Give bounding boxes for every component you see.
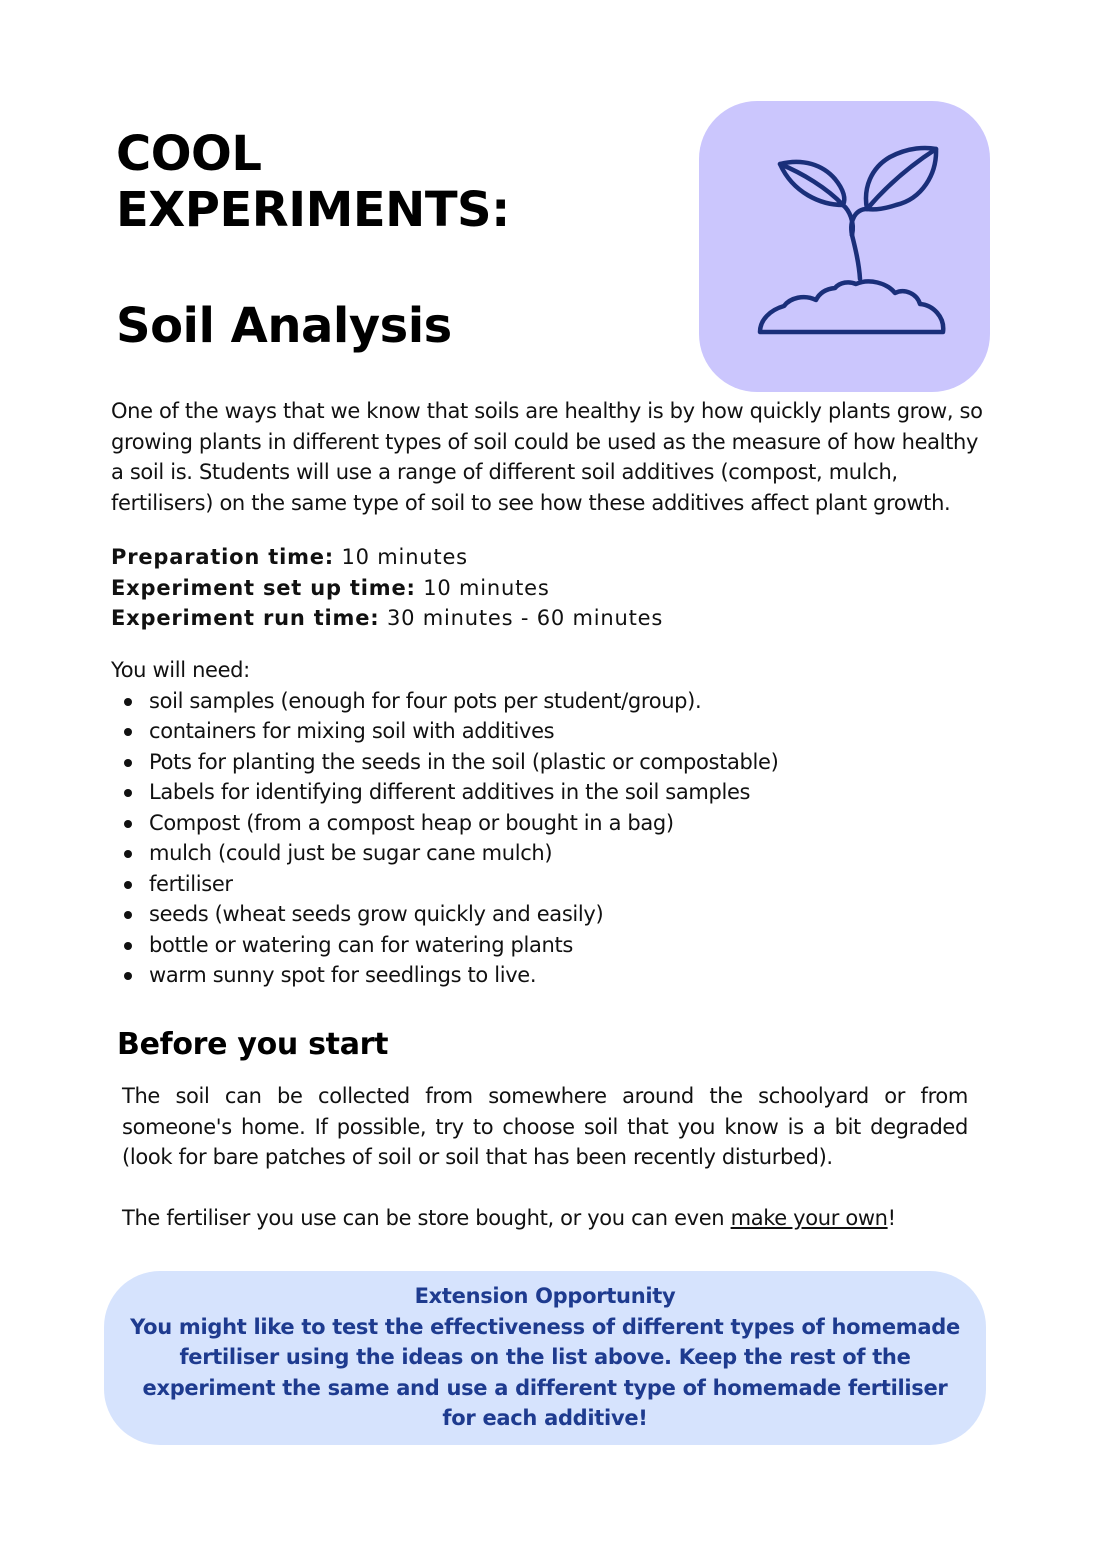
list-item-text: soil samples (enough for four pots per student/group). [149,688,702,713]
list-item [111,777,991,808]
bullet-icon [124,820,132,828]
time-value: 10 minutes [341,545,468,569]
preparation-time [111,542,991,573]
list-item [111,899,991,930]
run-time [111,603,991,634]
page-title [116,126,676,238]
seedling-icon [699,101,990,392]
list-item-text: mulch (could just be sugar cane mulch) [149,841,553,865]
extension-line: for each additive! [442,1406,648,1430]
list-item-text: fertiliser [149,871,233,896]
extension-title: Extension Opportunity [414,1284,676,1308]
list-item [111,808,991,839]
extension-line: experiment the same and use a different type of homemade fertiliser [142,1375,948,1400]
extension-text [104,1281,986,1434]
materials-list [111,686,991,991]
title-block [116,126,676,238]
list-item-text: containers for mixing soil with additives [149,719,555,743]
extension-callout [104,1271,986,1445]
list-item [111,930,991,961]
setup-time [111,573,991,604]
list-item [111,747,991,778]
bullet-icon [124,972,132,980]
soil-collection-paragraph: The soil can be collected from somewhere around the schoolyard or from someone's home. If possible, try to choose soil that you know is a bit degraded (look for bare patches of soil or soil that has been recently disturbed). [122,1084,968,1169]
page-subtitle: Soil Analysis [116,298,452,354]
list-item [111,838,991,869]
time-label: Experiment set up time: [111,575,416,600]
bullet-icon [124,942,132,950]
bullet-icon [124,698,132,706]
list-item-text: Compost (from a compost heap or bought in a bag) [149,810,674,835]
intro-paragraph: One of the ways that we know that soils are healthy is by how quickly plants grow, so growing plants in different types of soil could be used as the measure of how healthy a soil is. Students will use a range of different soil additives (compost, mulch, fertilisers) on the same type of soil to see how these additives affect plant growth. [111,399,983,515]
time-label: Experiment run time: [111,606,380,630]
before-you-start-heading: Before you start [117,1027,389,1062]
materials-heading: You will need: [111,658,250,682]
fertiliser-text: The fertiliser you use can be store bought, or you can even [122,1206,731,1230]
bullet-icon [124,728,132,736]
seedling-icon-tile [699,101,990,392]
list-item [111,869,991,900]
bullet-icon [124,881,132,889]
bullet-icon [124,789,132,797]
bullet-icon [124,911,132,919]
list-item-text: Pots for planting the seeds in the soil (plastic or compostable) [149,749,779,774]
list-item [111,716,991,747]
time-summary [111,542,991,634]
bullet-icon [124,759,132,767]
list-item [111,686,991,717]
bullet-icon [124,850,132,858]
extension-line: You might like to test the effectiveness of different types of homemade [130,1314,960,1339]
paragraph-spacer [122,1173,968,1204]
title-line-1: COOL [116,126,262,182]
list-item-text: Labels for identifying different additives in the soil samples [149,780,751,804]
time-label: Preparation time: [111,545,335,569]
before-you-start-body [122,1081,968,1234]
fertiliser-paragraph [122,1203,968,1234]
list-item-text: warm sunny spot for seedlings to live. [149,963,537,987]
list-item [111,960,991,991]
fertiliser-text-end: ! [887,1206,896,1230]
time-value: 30 minutes - 60 minutes [386,606,664,630]
extension-line: fertiliser using the ideas on the list above. Keep the rest of the [179,1345,911,1369]
materials-section [111,655,991,991]
make-your-own-link[interactable]: make your own [730,1206,888,1230]
list-item-text: seeds (wheat seeds grow quickly and easily) [149,902,604,926]
title-line-2: EXPERIMENTS: [116,182,510,238]
list-item-text: bottle or watering can for watering plants [149,932,573,957]
time-value: 10 minutes [423,575,550,600]
